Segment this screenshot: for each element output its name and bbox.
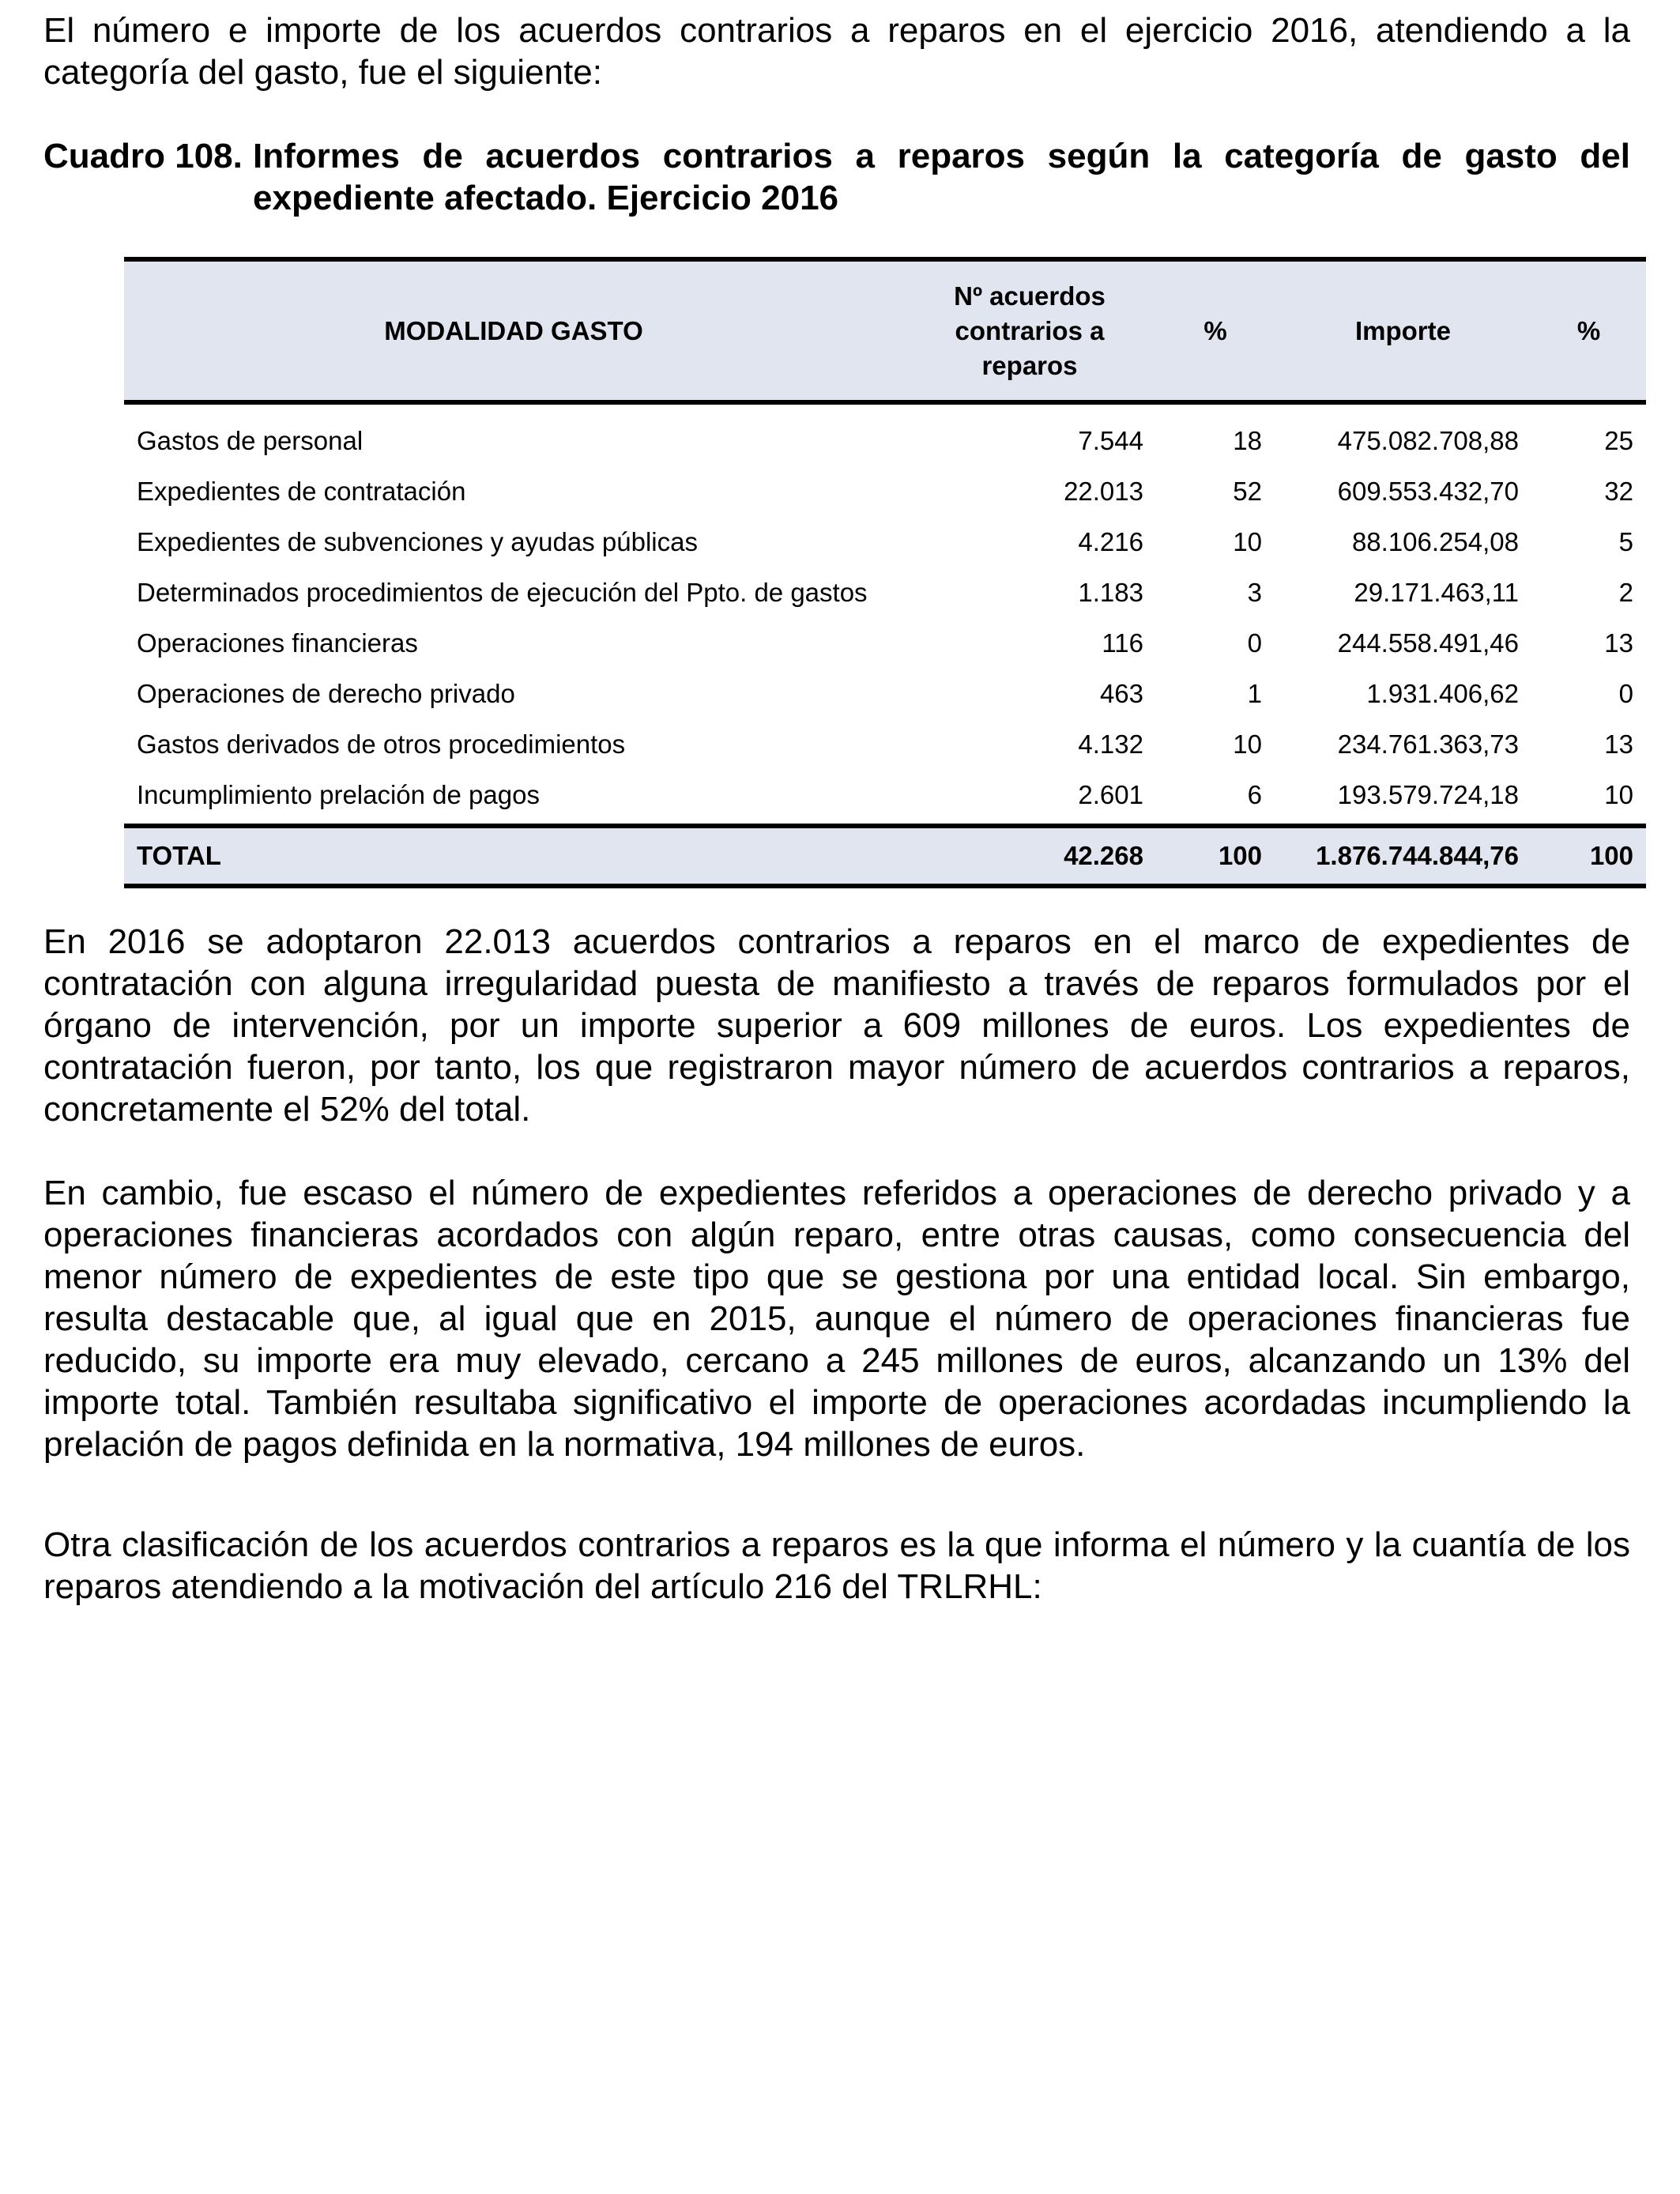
- cell-count: 1.183: [1078, 578, 1143, 607]
- header-pct-importe: %: [1531, 259, 1646, 402]
- data-table: [124, 257, 1646, 888]
- cell-pct-importe: 5: [1618, 527, 1633, 556]
- cell-pct-count: 3: [1247, 578, 1262, 607]
- cell-pct-count: 6: [1247, 780, 1262, 809]
- table-row: [124, 618, 1646, 669]
- cell-importe: 475.082.708,88: [1337, 426, 1519, 455]
- cell-importe: 88.106.254,08: [1351, 527, 1519, 556]
- header-count-line1: Nº acuerdos: [954, 281, 1106, 311]
- cell-importe: 234.761.363,73: [1337, 729, 1519, 759]
- table-row: [124, 770, 1646, 826]
- cell-count: 4.132: [1078, 729, 1143, 759]
- total-label: TOTAL: [124, 826, 903, 886]
- cell-count: 116: [1102, 628, 1143, 658]
- header-modalidad: MODALIDAD GASTO: [124, 259, 903, 402]
- cell-count: 2.601: [1078, 780, 1143, 809]
- cell-pct-count: 1: [1247, 679, 1262, 708]
- cell-pct-importe: 2: [1618, 578, 1633, 607]
- cell-pct-importe: 0: [1618, 679, 1633, 708]
- body-paragraph: En 2016 se adoptaron 22.013 acuerdos contrarios a reparos en el marco de expedientes de contratación con alguna irregularidad puesta de manifiesto a través de reparos formulados por el órgano de intervención, por un importe superior a 609 millones de euros. Los expedientes de contratación fueron, por tanto, los que registraron mayor número de acuerdos contrarios a reparos, concretamente el 52% del total.: [43, 922, 1630, 1129]
- body-paragraph: Otra clasificación de los acuerdos contrarios a reparos es la que informa el número y la cuantía de los reparos atendiendo a la motivación del artículo 216 del TRLRHL:: [43, 1525, 1630, 1606]
- cell-count: 7.544: [1078, 426, 1143, 455]
- header-importe: Importe: [1275, 259, 1531, 402]
- total-pct-importe: 100: [1531, 826, 1646, 886]
- body-paragraph: En cambio, fue escaso el número de expedientes referidos a operaciones de derecho privado y a operaciones financieras acordados con algún reparo, entre otras causas, como consecuencia del menor número de expedientes de este tipo que se gestiona por una entidad local. Sin embargo, resulta destacable que, al igual que en 2015, aunque el número de operaciones financieras fue reducido, su importe era muy elevado, cercano a 245 millones de euros, alcanzando un 13% del importe total. También resultaba significativo el importe de operaciones acordadas incumpliendo la prelación de pagos definida en la normativa, 194 millones de euros.: [43, 1174, 1630, 1464]
- cell-name: Expedientes de subvenciones y ayudas públicas: [137, 527, 698, 556]
- caption-title: Informes de acuerdos contrarios a reparos según la categoría de gasto del expediente afectado. Ejercicio 2016: [253, 137, 1630, 217]
- cell-pct-importe: 13: [1604, 729, 1633, 759]
- table-row: [124, 517, 1646, 567]
- cell-pct-importe: 32: [1604, 477, 1633, 506]
- cell-pct-count: 10: [1233, 729, 1262, 759]
- total-importe: 1.876.744.844,76: [1275, 826, 1531, 886]
- table-row: [124, 466, 1646, 517]
- table-row: [124, 669, 1646, 719]
- header-count: [903, 259, 1156, 402]
- caption-label: Cuadro 108.: [43, 137, 243, 175]
- cell-name: Operaciones financieras: [137, 628, 418, 658]
- cell-name: Determinados procedimientos de ejecución del Ppto. de gastos: [137, 578, 868, 607]
- cell-count: 463: [1099, 679, 1143, 708]
- header-count-line2: contrarios a: [955, 315, 1105, 345]
- header-pct-count: %: [1156, 259, 1275, 402]
- total-count: 42.268: [903, 826, 1156, 886]
- cell-pct-count: 0: [1247, 628, 1262, 658]
- cell-importe: 609.553.432,70: [1337, 477, 1519, 506]
- table-header-row: [124, 259, 1646, 402]
- cell-name: Operaciones de derecho privado: [137, 679, 515, 708]
- table-row: [124, 719, 1646, 770]
- cell-name: Incumplimiento prelación de pagos: [137, 780, 540, 809]
- intro-paragraph: El número e importe de los acuerdos contrarios a reparos en el ejercicio 2016, atendiendo a la categoría del gasto, fue el siguiente:: [43, 11, 1630, 92]
- table-row: [124, 567, 1646, 618]
- cell-importe: 29.171.463,11: [1354, 578, 1519, 607]
- table-total-row: [124, 826, 1646, 886]
- cell-name: Gastos derivados de otros procedimientos: [137, 729, 626, 759]
- cell-count: 22.013: [1064, 477, 1143, 506]
- cell-importe: 193.579.724,18: [1337, 780, 1519, 809]
- cell-name: Gastos de personal: [137, 426, 363, 455]
- cell-importe: 1.931.406,62: [1366, 679, 1519, 708]
- cell-pct-importe: 25: [1604, 426, 1633, 455]
- cell-pct-importe: 13: [1604, 628, 1633, 658]
- cell-name: Expedientes de contratación: [137, 477, 466, 506]
- cell-count: 4.216: [1078, 527, 1143, 556]
- cell-pct-count: 10: [1233, 527, 1262, 556]
- cell-pct-count: 52: [1233, 477, 1262, 506]
- header-count-line3: reparos: [981, 350, 1078, 380]
- cell-importe: 244.558.491,46: [1337, 628, 1519, 658]
- cell-pct-importe: 10: [1604, 780, 1633, 809]
- total-pct-count: 100: [1156, 826, 1275, 886]
- expense-category-table: [124, 257, 1633, 888]
- table-row: [124, 402, 1646, 466]
- cell-pct-count: 18: [1233, 426, 1262, 455]
